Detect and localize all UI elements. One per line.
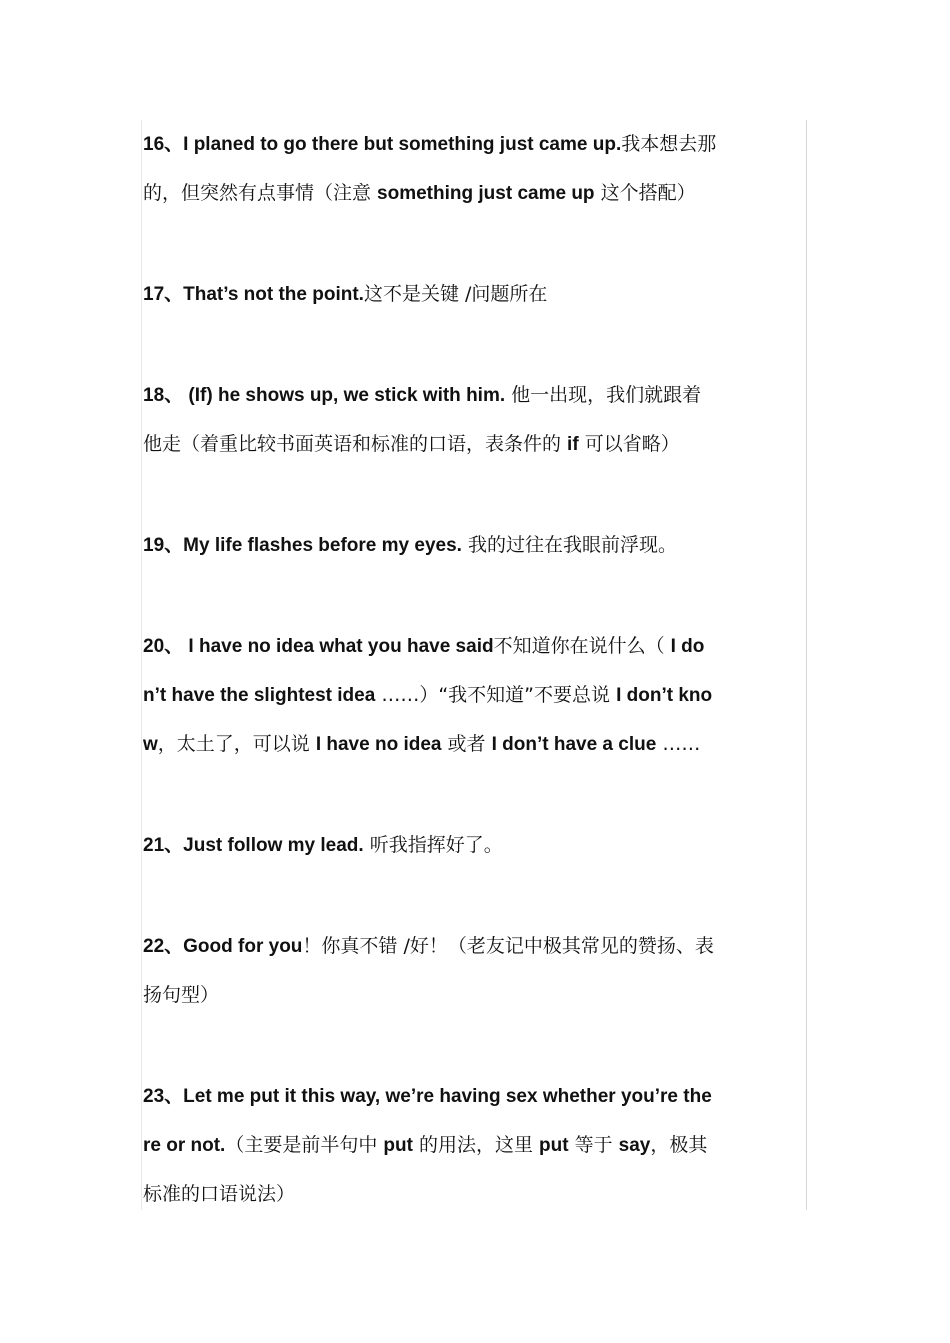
entry-line (143, 1174, 808, 1223)
entry-line (143, 525, 808, 574)
english-phrase-text: say (618, 1135, 651, 1156)
chinese-gloss-text: ……）“我不知道”不要总说 (375, 684, 617, 706)
chinese-gloss-text: 可以省略） (578, 433, 680, 455)
chinese-gloss-text: ，极其 (650, 1134, 708, 1156)
entry-line (143, 675, 808, 724)
english-phrase-text: if (567, 434, 579, 455)
phrase-entry-18 (143, 375, 808, 473)
english-phrase-text: Good for you (183, 936, 303, 957)
english-phrase-text: I don’t kno (616, 685, 713, 706)
english-phrase-text: My life flashes before my eyes. (183, 535, 462, 556)
chinese-gloss-text: 他一出现，我们就跟着 (505, 384, 702, 406)
english-phrase-text: 16、 (143, 134, 184, 155)
english-phrase-text: Just follow my lead. (183, 835, 364, 856)
english-phrase-text: n’t have the slightest idea (143, 685, 376, 706)
english-phrase-text: put (383, 1135, 413, 1156)
entry-line (143, 926, 808, 975)
english-phrase-text: 22、 (143, 936, 184, 957)
entry-spacer (143, 323, 808, 375)
document-body (143, 124, 808, 1223)
english-phrase-text: That’s not the point. (183, 284, 364, 305)
english-phrase-text: 20、 (143, 636, 189, 657)
phrase-entry-20 (143, 626, 808, 773)
entry-line (143, 626, 808, 675)
entry-line (143, 1076, 808, 1125)
english-phrase-text: 23、 (143, 1086, 184, 1107)
english-phrase-text: put (539, 1135, 569, 1156)
english-phrase-text: something just came up (377, 183, 595, 204)
entry-line (143, 825, 808, 874)
english-phrase-text: 19、 (143, 535, 184, 556)
chinese-gloss-text: 我的过往在我眼前浮现。 (461, 534, 677, 556)
english-phrase-text: I planed to go there but something just came up. (183, 134, 622, 155)
left-margin-rule (141, 120, 142, 1210)
phrase-entry-16 (143, 124, 808, 222)
entry-line (143, 173, 808, 222)
chinese-gloss-text: ！你真不错 /好！（老友记中极其常见的赞扬、表 (302, 935, 714, 957)
phrase-entry-19 (143, 525, 808, 574)
chinese-gloss-text: 的用法，这里 (412, 1134, 540, 1156)
english-phrase-text: (If) he shows up, we stick with him. (188, 385, 506, 406)
chinese-gloss-text: 等于 (568, 1134, 619, 1156)
entry-spacer (143, 473, 808, 525)
entry-spacer (143, 574, 808, 626)
english-phrase-text: 17、 (143, 284, 184, 305)
english-phrase-text: w (143, 734, 158, 755)
phrase-entry-21 (143, 825, 808, 874)
entry-line (143, 1125, 808, 1174)
english-phrase-text: Let me put it this way, we’re having sex whether you’re the (183, 1086, 712, 1107)
phrase-entry-17 (143, 274, 808, 323)
entry-line (143, 375, 808, 424)
english-phrase-text: I have no idea what you have said (188, 636, 494, 657)
entry-spacer (143, 773, 808, 825)
chinese-gloss-text: 听我指挥好了。 (363, 834, 503, 856)
chinese-gloss-text: （主要是前半句中 (225, 1134, 384, 1156)
chinese-gloss-text: …… (656, 733, 701, 755)
chinese-gloss-text: 标准的口语说法） (143, 1183, 296, 1205)
english-phrase-text: re or not. (143, 1135, 226, 1156)
chinese-gloss-text: 的，但突然有点事情（注意 (143, 182, 378, 204)
entry-spacer (143, 222, 808, 274)
english-phrase-text: I do (670, 636, 705, 657)
phrase-entry-23 (143, 1076, 808, 1223)
entry-line (143, 424, 808, 473)
entry-spacer (143, 874, 808, 926)
entry-line (143, 274, 808, 323)
chinese-gloss-text: 或者 (441, 733, 492, 755)
english-phrase-text: 18、 (143, 385, 189, 406)
phrase-entry-22 (143, 926, 808, 1024)
english-phrase-text: I have no idea (315, 734, 442, 755)
chinese-gloss-text: 这不是关键 /问题所在 (363, 283, 548, 305)
chinese-gloss-text: 我本想去那 (621, 133, 717, 155)
english-phrase-text: 21、 (143, 835, 184, 856)
entry-line (143, 724, 808, 773)
chinese-gloss-text: 这个搭配） (594, 182, 696, 204)
english-phrase-text: I don’t have a clue (491, 734, 657, 755)
chinese-gloss-text: 他走（着重比较书面英语和标准的口语，表条件的 (143, 433, 568, 455)
entry-spacer (143, 1024, 808, 1076)
entry-line (143, 975, 808, 1024)
chinese-gloss-text: ，太土了，可以说 (157, 733, 316, 755)
chinese-gloss-text: 不知道你在说什么（ (493, 635, 671, 657)
entry-line (143, 124, 808, 173)
chinese-gloss-text: 扬句型） (143, 984, 220, 1006)
